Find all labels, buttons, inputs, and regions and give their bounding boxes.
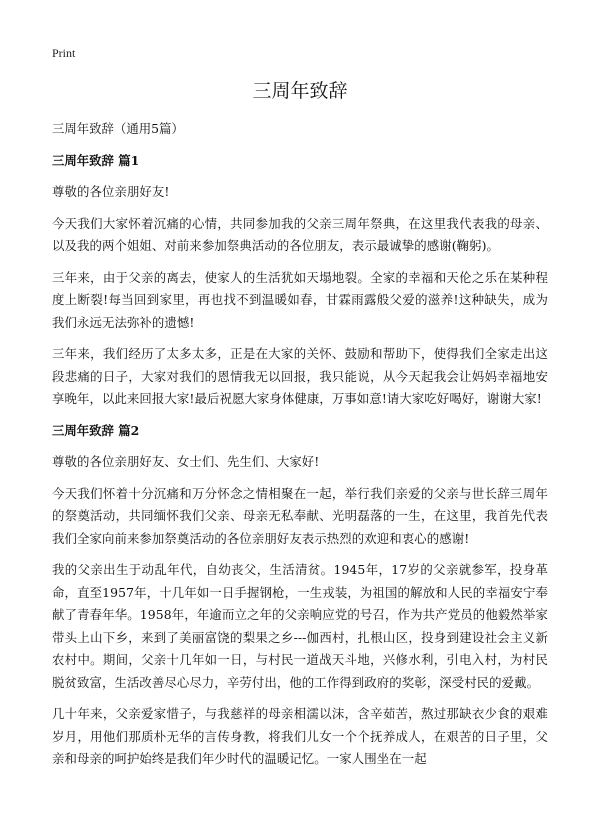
paragraph: 我的父亲出生于动乱年代，自幼丧父，生活清贫。1945年，17岁的父亲就参军，投身革命，直至1957年，十几年如一日手握钢枪，一生戎装，为祖国的解放和人民的幸福安宁奉献了青春年华。1958年，年逾而立之年的父亲响应党的号召，作为共产党员的他毅然举家带头上山下乡，来到了美丽富饶的梨果之乡---伽西村，扎根山区，投身到建设社会主义新农村中。期间，父亲十几年如一日，与村民一道战天斗地，兴修水利，引电入村，为村民脱贫致富，生活改善尽心尽力，辛劳付出，他的工作得到政府的奖彰，深受村民的爱戴。 <box>52 562 548 690</box>
paragraph: 三年来，由于父亲的离去，使家人的生活犹如天塌地裂。全家的幸福和天伦之乐在某种程度上断裂!每当回到家里，再也找不到温暖如春，甘霖雨露般父爱的滋养!这种缺失，成为我们永远无法弥补的遗憾! <box>52 269 548 330</box>
paragraph: 尊敬的各位亲朋好友、女士们、先生们、大家好! <box>52 454 320 469</box>
print-link[interactable]: Print <box>52 46 76 60</box>
section-heading: 三周年致辞 篇1 <box>52 152 140 168</box>
section-heading: 三周年致辞 篇2 <box>52 422 140 438</box>
paragraph: 几十年来，父亲爱家惜子，与我慈祥的母亲相濡以沫，含辛茹苦，熬过那缺衣少食的艰难岁月，用他们那质朴无华的言传身教，将我们儿女一个个抚养成人，在艰苦的日子里，父亲和母亲的呵护始终是我们年少时代的温暖记忆。一家人围坐在一起 <box>52 706 548 766</box>
document-title: 三周年致辞 <box>252 80 348 102</box>
paragraph: 今天我们怀着十分沉痛和万分怀念之情相聚在一起，举行我们亲爱的父亲与世长辞三周年的祭奠活动，共同缅怀我们父亲、母亲无私奉献、光明磊落的一生，在这里，我首先代表我们全家向前来参加祭奠活动的各位亲朋好友表示热烈的欢迎和衷心的感谢! <box>52 485 548 546</box>
paragraph: 尊敬的各位亲朋好友! <box>52 184 170 199</box>
document-subtitle: 三周年致辞（通用5篇） <box>52 121 184 136</box>
document-body <box>52 118 548 780</box>
section-2 <box>52 420 548 771</box>
paragraph: 三年来，我们经历了太多太多，正是在大家的关怀、鼓励和帮助下，使得我们全家走出这段悲痛的日子，大家对我们的恩情我无以回报，我只能说，从今天起我会让妈妈幸福地安享晚年，以此来回报大家!最后祝愿大家身体健康，万事如意!请大家吃好喝好，谢谢大家! <box>52 346 548 406</box>
section-1 <box>52 150 548 411</box>
paragraph: 今天我们大家怀着沉痛的心情，共同参加我的父亲三周年祭典，在这里我代表我的母亲、以及我的两个姐姐、对前来参加祭典活动的各位朋友，表示最诚挚的感谢(鞠躬)。 <box>52 215 548 253</box>
